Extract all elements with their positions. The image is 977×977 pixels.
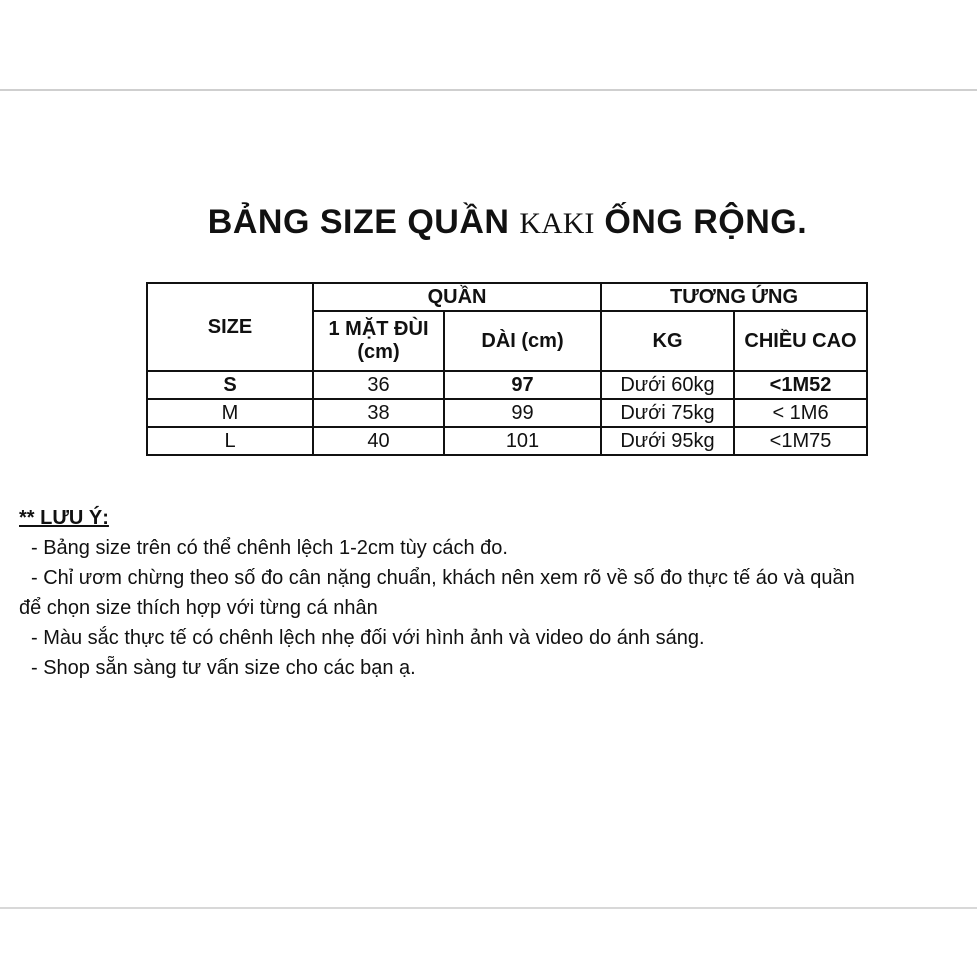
cell-kg: Dưới 95kg (601, 427, 734, 455)
header-quan: QUẦN (313, 283, 601, 311)
page-title (0, 203, 977, 242)
cell-kg: Dưới 75kg (601, 399, 734, 427)
header-mat-dui (313, 311, 444, 371)
cell-size: S (147, 371, 313, 399)
cell-dai: 97 (444, 371, 601, 399)
cell-dai: 99 (444, 399, 601, 427)
header-dai: DÀI (cm) (444, 311, 601, 371)
bottom-divider (0, 907, 977, 909)
cell-chieu-cao: <1M52 (734, 371, 867, 399)
note-item: - Shop sẵn sàng tư vấn size cho các bạn ạ. (31, 657, 416, 679)
cell-size: L (147, 427, 313, 455)
cell-chieu-cao: <1M75 (734, 427, 867, 455)
header-kg: KG (601, 311, 734, 371)
notes-heading: ** LƯU Ý: (19, 507, 109, 529)
note-item: - Bảng size trên có thể chênh lệch 1-2cm tùy cách đo. (31, 537, 508, 559)
top-divider (0, 89, 977, 91)
cell-mat-dui: 38 (313, 399, 444, 427)
notes-section (19, 503, 969, 683)
header-size: SIZE (147, 283, 313, 371)
header-mat-dui-line1: 1 MẶT ĐÙI (328, 318, 429, 340)
note-item-continuation: để chọn size thích hợp với từng cá nhân (19, 597, 378, 619)
cell-mat-dui: 36 (313, 371, 444, 399)
cell-dai: 101 (444, 427, 601, 455)
cell-chieu-cao: < 1M6 (734, 399, 867, 427)
title-part-1: BẢNG SIZE QUẦN (207, 203, 520, 241)
table-row (147, 399, 867, 427)
table-row (147, 371, 867, 399)
table-row (147, 427, 867, 455)
cell-size: M (147, 399, 313, 427)
header-tuong-ung: TƯƠNG ỨNG (601, 283, 867, 311)
note-item: - Màu sắc thực tế có chênh lệch nhẹ đối với hình ảnh và video do ánh sáng. (31, 627, 705, 649)
note-item: - Chỉ ươm chừng theo số đo cân nặng chuẩn, khách nên xem rõ về số đo thực tế áo và quần (31, 567, 855, 589)
cell-kg: Dưới 60kg (601, 371, 734, 399)
title-part-2: KAKI (519, 207, 595, 240)
header-mat-dui-line2: (cm) (357, 341, 400, 363)
size-table (146, 282, 868, 456)
cell-mat-dui: 40 (313, 427, 444, 455)
header-chieu-cao: CHIỀU CAO (734, 311, 867, 371)
title-part-3: ỐNG RỘNG. (594, 203, 808, 241)
